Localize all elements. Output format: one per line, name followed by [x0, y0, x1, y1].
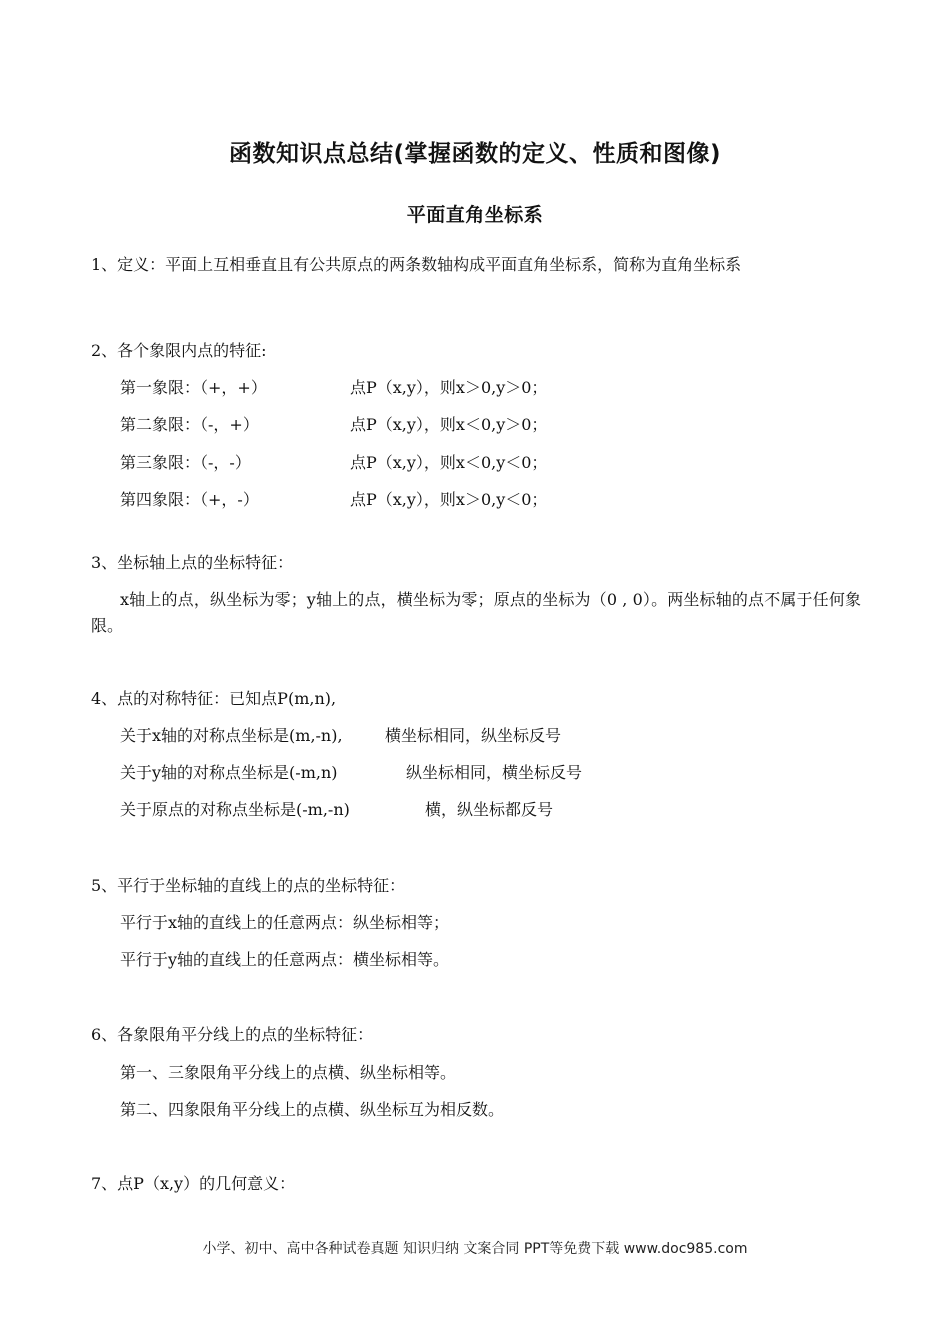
symmetry-note: 横，纵坐标都反号	[425, 800, 554, 819]
symmetry-row	[120, 762, 583, 784]
quadrant-condition: 点P（x,y），则x＞0,y＜0；	[350, 490, 548, 509]
quadrant-condition: 点P（x,y），则x＜0,y＜0；	[350, 453, 548, 472]
bisector-heading: 6、各象限角平分线上的点的坐标特征：	[91, 1025, 374, 1044]
quadrant-name: 第一象限：（+，+）	[120, 378, 267, 397]
quadrant-name: 第三象限：（-，-）	[120, 453, 251, 472]
quadrant-row	[120, 489, 548, 511]
parallel-line: 平行于y轴的直线上的任意两点：横坐标相等。	[120, 950, 450, 969]
geometric-meaning-heading: 7、点P（x,y）的几何意义：	[91, 1174, 296, 1193]
section-title: 平面直角坐标系	[406, 204, 544, 226]
quadrant-row	[120, 452, 548, 474]
symmetry-row	[120, 725, 562, 747]
quadrant-row	[120, 377, 548, 399]
axis-point-paragraph: x轴上的点，纵坐标为零；y轴上的点，横坐标为零；原点的坐标为（0 , 0）。两坐标轴的点不属于任何象限。	[91, 590, 861, 635]
symmetry-note: 横坐标相同，纵坐标反号	[385, 726, 562, 745]
symmetry-heading: 4、点的对称特征：已知点P(m,n),	[91, 689, 337, 708]
symmetry-coordinate: 关于原点的对称点坐标是(-m,-n)	[120, 800, 350, 819]
bisector-line: 第一、三象限角平分线上的点横、纵坐标相等。	[120, 1063, 457, 1082]
symmetry-coordinate: 关于x轴的对称点坐标是(m,-n),	[120, 726, 343, 745]
quadrant-name: 第四象限：（+，-）	[120, 490, 259, 509]
axis-point-heading: 3、坐标轴上点的坐标特征：	[91, 553, 294, 572]
quadrant-name: 第二象限：（-，+）	[120, 415, 259, 434]
document-title: 函数知识点总结(掌握函数的定义、性质和图像)	[228, 141, 722, 167]
symmetry-coordinate: 关于y轴的对称点坐标是(-m,n)	[120, 763, 338, 782]
symmetry-row	[120, 799, 554, 821]
definition-paragraph: 1、定义：平面上互相垂直且有公共原点的两条数轴构成平面直角坐标系，简称为直角坐标系	[91, 255, 742, 274]
parallel-line: 平行于x轴的直线上的任意两点：纵坐标相等；	[120, 913, 450, 932]
parallel-heading: 5、平行于坐标轴的直线上的点的坐标特征：	[91, 876, 406, 895]
bisector-line: 第二、四象限角平分线上的点横、纵坐标互为相反数。	[120, 1100, 505, 1119]
quadrant-condition: 点P（x,y），则x＞0,y＞0；	[350, 378, 548, 397]
page-footer: 小学、初中、高中各种试卷真题 知识归纳 文案合同 PPT等免费下载 www.doc985.com	[202, 1241, 748, 1257]
quadrant-heading: 2、各个象限内点的特征:	[91, 341, 267, 360]
quadrant-condition: 点P（x,y），则x＜0,y＞0；	[350, 415, 548, 434]
quadrant-row	[120, 414, 548, 436]
symmetry-note: 纵坐标相同，横坐标反号	[406, 763, 583, 782]
